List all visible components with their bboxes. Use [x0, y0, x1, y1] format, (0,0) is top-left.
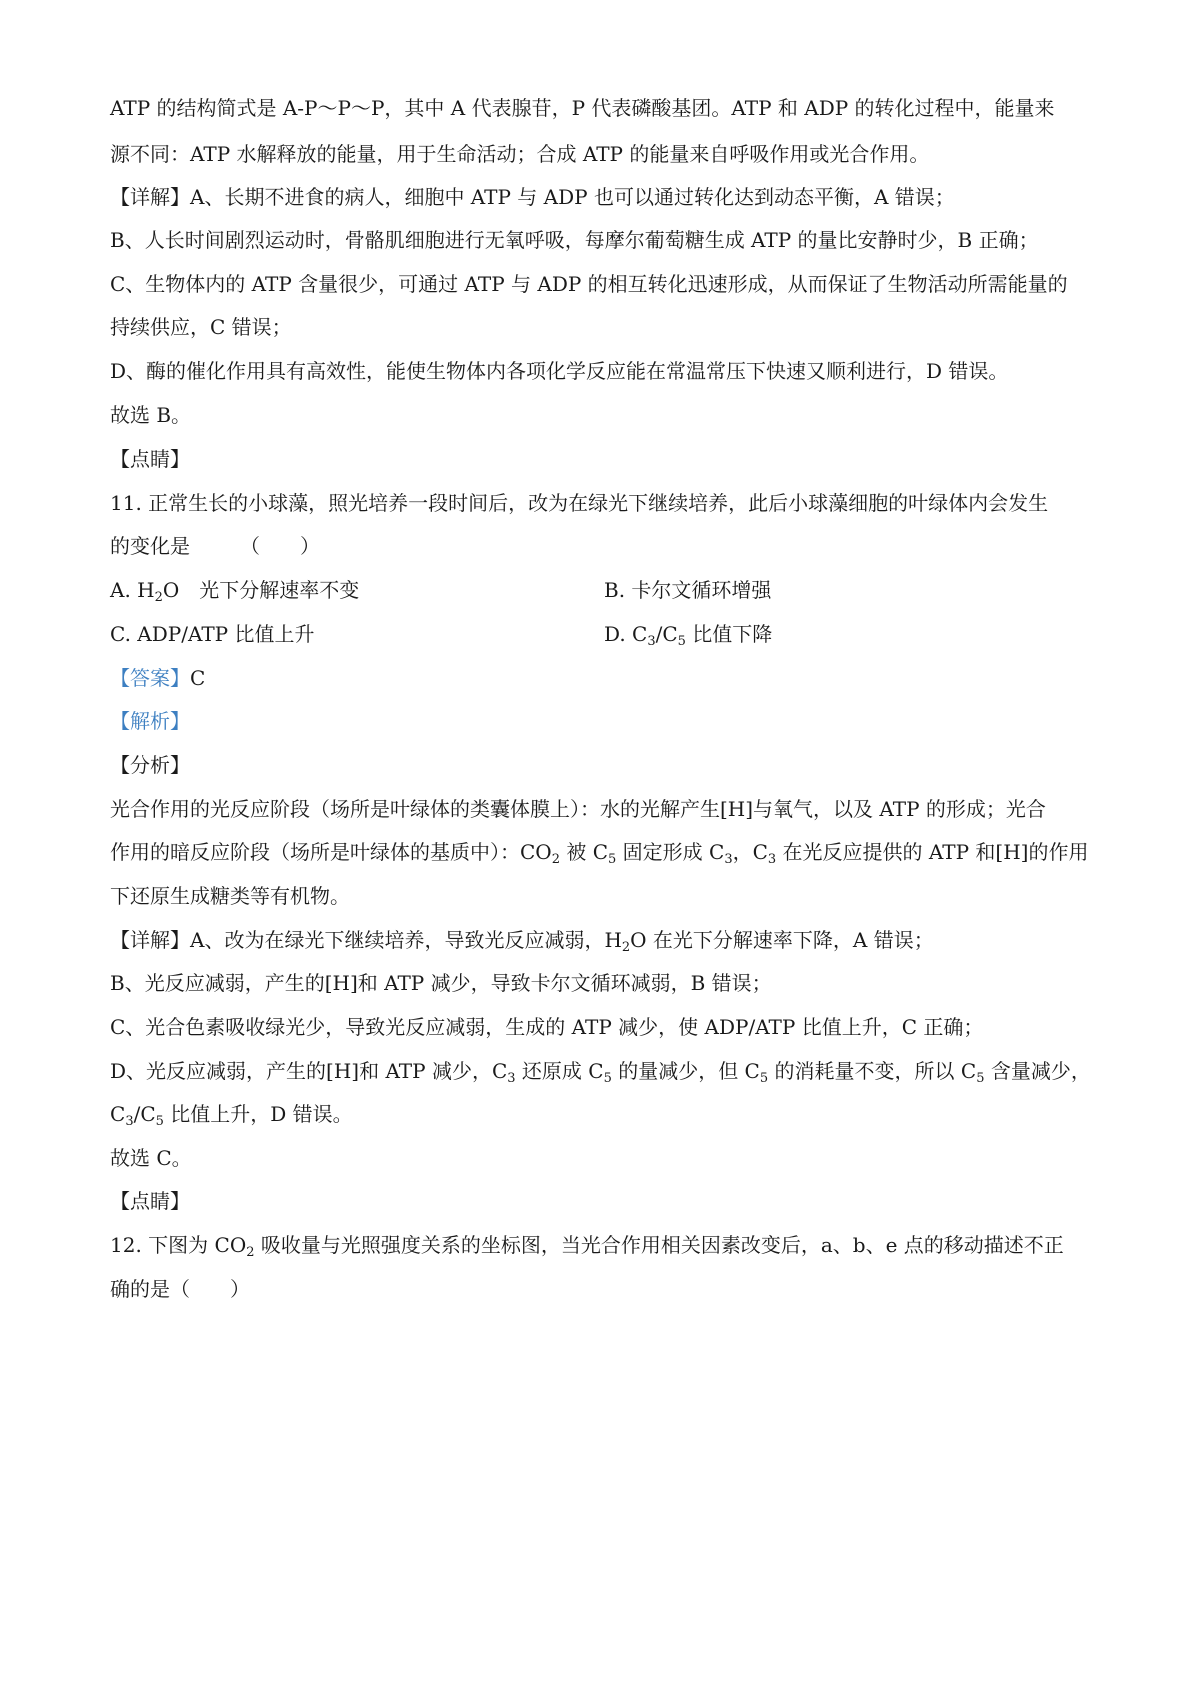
s: 5 — [603, 1071, 612, 1086]
q11-option-c: C. ADP/ATP 比值上升 — [110, 622, 315, 646]
t: C — [110, 1102, 126, 1126]
t: 12. 下图为 CO — [110, 1233, 247, 1257]
t: 固定形成 C — [616, 840, 725, 864]
s: 3 — [507, 1071, 516, 1086]
s: 3 — [767, 852, 777, 867]
q11-choose: 故选 C。 — [110, 1146, 192, 1170]
s: 5 — [608, 852, 617, 867]
q11-fenxi-tag: 【分析】 — [110, 753, 190, 777]
q11-analysis-2 — [110, 839, 1088, 865]
t: 比值上升，D 错误。 — [163, 1102, 353, 1126]
t: 的消耗量不变，所以 C — [768, 1059, 977, 1083]
q11-analysis-1: 光合作用的光反应阶段（场所是叶绿体的类囊体膜上）：水的光解产生[H]与氧气，以及 ATP 的形成；光合 — [110, 797, 1046, 821]
intro-line-1: ATP 的结构简式是 A-P～P～P，其中 A 代表腺苷，P 代表磷酸基团。ATP 和 ADP 的转化过程中，能量来 — [110, 96, 1055, 120]
q10-detail-b: B、人长时间剧烈运动时，骨骼肌细胞进行无氧呼吸，每摩尔葡萄糖生成 ATP 的量比安静时少，B 正确； — [110, 228, 1039, 252]
q12-stem-2: 确的是（ ） — [110, 1277, 250, 1301]
q10-detail-d: D、酶的催化作用具有高效性，能使生物体内各项化学反应能在常温常压下快速又顺利进行，D 错误。 — [110, 359, 1009, 383]
q11-option-b: B. 卡尔文循环增强 — [604, 578, 772, 602]
s: 5 — [155, 1114, 164, 1129]
q11-detail-a — [110, 927, 934, 953]
q11-stem-2 — [110, 533, 320, 559]
q11-option-d — [604, 621, 772, 647]
q11-analysis-tag: 【解析】 — [110, 709, 190, 733]
detail-text: A、长期不进食的病人，细胞中 ATP 与 ADP 也可以通过转化达到动态平衡，A 错误； — [190, 185, 955, 209]
t: O 在光下分解速率下降，A 错误； — [630, 928, 934, 952]
t: 作用的暗反应阶段（场所是叶绿体的基质中）：CO — [110, 840, 552, 864]
opt-a-sub: 2 — [154, 590, 163, 605]
t: 还原成 C — [515, 1059, 604, 1083]
s: 3 — [125, 1114, 134, 1129]
q11-comment: 【点睛】 — [110, 1189, 190, 1213]
t: D、光反应减弱，产生的[H]和 ATP 减少，C — [110, 1059, 508, 1083]
s: 2 — [246, 1245, 255, 1260]
t: A、改为在绿光下继续培养，导致光反应减弱，H — [190, 928, 622, 952]
answer-tag: 【答案】 — [110, 666, 190, 690]
q11-detail-c: C、光合色素吸收绿光少，导致光反应减弱，生成的 ATP 减少，使 ADP/ATP 比值上升，C 正确； — [110, 1015, 984, 1039]
s: 2 — [551, 852, 560, 867]
opt-a-post: O 光下分解速率不变 — [162, 578, 360, 602]
s: 3 — [724, 852, 733, 867]
q11-option-a — [110, 577, 359, 603]
t: 被 C — [559, 840, 609, 864]
stem-text: 的变化是 — [110, 534, 190, 558]
q11-answer — [110, 665, 205, 691]
opt-d-post: 比值下降 — [685, 622, 773, 646]
answer-value: C — [190, 666, 206, 690]
opt-d-pre: D. C — [604, 622, 648, 646]
q11-analysis-3: 下还原生成糖类等有机物。 — [110, 884, 350, 908]
q10-choose: 故选 B。 — [110, 403, 192, 427]
t: 在光反应提供的 ATP 和[H]的作用 — [776, 840, 1089, 864]
detail-tag: 【详解】 — [110, 928, 190, 952]
q11-detail-b: B、光反应减弱，产生的[H]和 ATP 减少，导致卡尔文循环减弱，B 错误； — [110, 971, 772, 995]
answer-paren: （ ） — [240, 534, 320, 558]
s: 2 — [621, 940, 631, 955]
q11-detail-d2 — [110, 1101, 353, 1127]
q11-stem-1: 11. 正常生长的小球藻，照光培养一段时间后，改为在绿光下继续培养，此后小球藻细胞的叶绿体内会发生 — [110, 491, 1049, 515]
t: 的量减少，但 C — [611, 1059, 760, 1083]
q10-detail-c1: C、生物体内的 ATP 含量很少，可通过 ATP 与 ADP 的相互转化迅速形成，从而保证了生物活动所需能量的 — [110, 272, 1068, 296]
q12-stem-1 — [110, 1232, 1064, 1258]
q10-detail-c2: 持续供应，C 错误； — [110, 315, 292, 339]
t: ，C — [732, 840, 768, 864]
detail-tag: 【详解】 — [110, 185, 190, 209]
opt-d-sub2: 5 — [677, 634, 686, 649]
q10-detail-a — [110, 184, 955, 210]
opt-a-pre: A. H — [110, 578, 155, 602]
opt-d-sub1: 3 — [647, 634, 656, 649]
opt-d-mid: /C — [655, 622, 678, 646]
t: 含量减少， — [984, 1059, 1091, 1083]
s: 5 — [759, 1071, 769, 1086]
intro-line-2: 源不同：ATP 水解释放的能量，用于生命活动；合成 ATP 的能量来自呼吸作用或光合作用。 — [110, 142, 930, 166]
t: /C — [133, 1102, 156, 1126]
t: 吸收量与光照强度关系的坐标图，当光合作用相关因素改变后，a、b、e 点的移动描述不正 — [254, 1233, 1064, 1257]
s: 5 — [976, 1071, 985, 1086]
q10-comment: 【点睛】 — [110, 447, 190, 471]
q11-detail-d — [110, 1058, 1091, 1084]
